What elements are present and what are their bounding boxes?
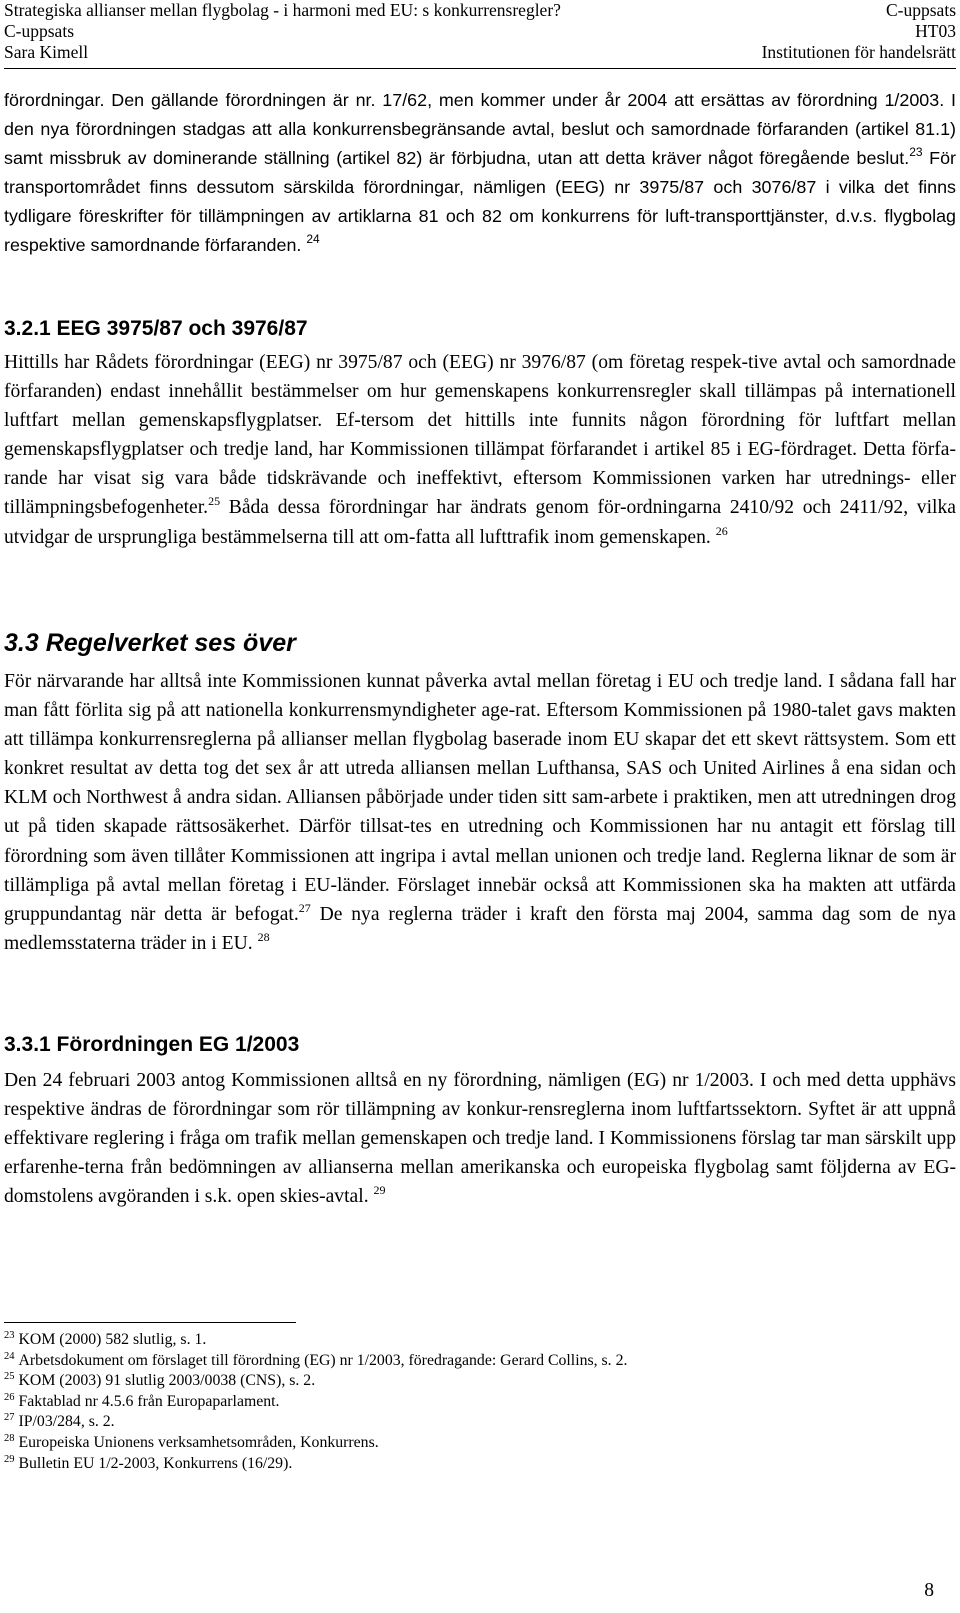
footnote bbox=[4, 1433, 944, 1454]
footnote-ref-23[interactable]: 23 bbox=[909, 145, 923, 160]
paragraph-text: Den 24 februari 2003 antog Kommissionen alltså en ny förordning, nämligen (EG) nr 1/2003. I och med detta upphävs respektive ändras de förordningar som rör tillämpning av konkur-rensreglerna inom luftfartssektorn. Syftet är att uppnå effektivare reglering i fråga om trafik mellan gemenskapen och tredje land. I Kommissionens förslag tar man särskilt upp erfarenhe-terna från bedömningen av allianserna mellan amerikanska och europeiska flygbolag samt följderna av EG-domstolens avgöranden i s.k. open skies-avtal. bbox=[4, 1070, 956, 1208]
heading-3-3: 3.3 Regelverket ses över bbox=[4, 629, 296, 657]
footnote-ref-26[interactable]: 26 bbox=[715, 523, 728, 538]
paragraph-intro bbox=[4, 86, 956, 261]
footnote-ref-25[interactable]: 25 bbox=[208, 494, 221, 509]
footnote bbox=[4, 1412, 944, 1433]
footnote-text: KOM (2003) 91 slutlig 2003/0038 (CNS), s. 2. bbox=[18, 1372, 316, 1390]
paragraph-regelverket bbox=[4, 667, 956, 958]
footnote-ref-29[interactable]: 29 bbox=[373, 1183, 386, 1198]
footnote-number: 23 bbox=[4, 1330, 15, 1341]
paragraph-eg-1-2003 bbox=[4, 1066, 956, 1211]
footnote-text: Europeiska Unionens verksamhetsområden, Konkurrens. bbox=[18, 1433, 379, 1451]
footnote-number: 29 bbox=[4, 1453, 15, 1465]
footnote-number: 24 bbox=[4, 1350, 15, 1362]
paragraph-text: förordningar. Den gällande förordningen är nr. 17/62, men kommer under år 2004 att ersättas av förordning 1/2003. I den nya förordningen stadgas att alla konkurrensbegränsande avtal, beslut och samordnade förfaranden (artikel 81.1) samt missbruk av dominerande ställning (artikel 82) är förbjudna, utan att detta kräver något föregående beslut. bbox=[4, 90, 956, 169]
paragraph-eeg bbox=[4, 348, 956, 552]
footnote-number: 25 bbox=[4, 1371, 15, 1383]
footnote-number: 26 bbox=[4, 1391, 15, 1403]
footnote bbox=[4, 1330, 944, 1351]
footnote-separator bbox=[4, 1322, 296, 1323]
footnote-text: IP/03/284, s. 2. bbox=[18, 1413, 115, 1431]
footnote-text: KOM (2000) 582 slutlig, s. 1. bbox=[18, 1331, 207, 1348]
header-rule bbox=[4, 68, 956, 69]
heading-3-3-1: 3.3.1 Förordningen EG 1/2003 bbox=[4, 1033, 300, 1056]
footnote bbox=[4, 1392, 944, 1413]
footnote-ref-27[interactable]: 27 bbox=[298, 900, 311, 915]
header-term: HT03 bbox=[915, 21, 956, 41]
footnote bbox=[4, 1454, 944, 1475]
paragraph-text: För transportområdet finns dessutom särskilda förordningar, nämligen (EEG) nr 3975/87 och 3076/87 i vilka det finns tydligare föreskrifter för tillämpningen av artiklarna 81 och 82 om konkurrens för luft-transporttjänster, d.v.s. flygbolag respektive samordnande förfaranden. bbox=[4, 148, 956, 256]
page-number: 8 bbox=[924, 1580, 934, 1601]
footnotes bbox=[4, 1330, 944, 1474]
footnote bbox=[4, 1371, 944, 1392]
header-institution: Institutionen för handelsrätt bbox=[761, 42, 956, 62]
paragraph-text: För närvarande har alltså inte Kommissionen kunnat påverka avtal mellan företag i EU och tredje land. I sådana fall har man fått förlita sig på att nationella konkurrensmyndigheter age-rat. Eftersom Kommissionen på 1980-talet gavs makten att tillämpa konkurrensreglerna på allianser mellan flygbolag baserade inom EU skapar det ett skevt rättsystem. Som ett konkret resultat av detta tog det sex år att utreda alliansen mellan Lufthansa, SAS och United Airlines å ena sidan och KLM och Northwest å andra sidan. Alliansen påbörjade under tiden sitt sam-arbete i praktiken, men att utredningen drog ut på tiden skapade rättsosäkerhet. Därför tillsat-tes en utredning och Kommissionen har nu antagit ett förslag till förordning som även tillåter Kommissionen att ingripa i avtal mellan unionen och tredje land. Reglerna liknar de som är tillämpliga på avtal mellan företag i EU-länder. Förslaget innebär också att Kommissionen ska ha makten att utfärda gruppundantag när detta är befogat. bbox=[4, 671, 956, 925]
footnote-text: Bulletin EU 1/2-2003, Konkurrens (16/29). bbox=[18, 1454, 293, 1472]
paragraph-text: De nya reglerna träder i kraft den första maj 2004, samma dag som de nya medlemsstaterna träder in i EU. bbox=[4, 903, 956, 954]
page-header bbox=[4, 0, 956, 63]
paragraph-text: Båda dessa förordningar har ändrats genom för-ordningarna 2410/92 och 2411/92, vilka utvidgar de ursprungliga bestämmelserna till att om-fatta all lufttrafik inom gemenskapen. bbox=[4, 497, 956, 548]
footnote-ref-28[interactable]: 28 bbox=[257, 929, 270, 944]
header-author: Sara Kimell bbox=[4, 42, 89, 62]
footnote-text: Arbetsdokument om förslaget till förordning (EG) nr 1/2003, föredragande: Gerard Collins, s. 2. bbox=[18, 1351, 628, 1369]
header-type-left: C-uppsats bbox=[4, 21, 74, 41]
footnote-number: 27 bbox=[4, 1412, 15, 1424]
paragraph-text: Hittills har Rådets förordningar (EEG) nr 3975/87 och (EEG) nr 3976/87 (om företag respek-tive avtal och samordnade förfaranden) endast innehållit bestämmelser om hur gemenskapens konkurrensregler skall tillämpas på internationell luftfart mellan gemenskapsflygplatser. Ef-tersom det hittills inte funnits någon förordning för luftfart mellan gemenskapsflygplatser och tredje land, har Kommissionen tillämpat förfarandet i artikel 85 i EG-fördraget. Detta förfa-rande har visat sig vara både tidskrävande och ineffektivt, eftersom Kommissionen varken har utrednings- eller tillämpningsbefogenheter. bbox=[4, 352, 956, 519]
footnote-number: 28 bbox=[4, 1432, 15, 1444]
footnote-ref-24[interactable]: 24 bbox=[306, 232, 320, 247]
footnote bbox=[4, 1351, 944, 1372]
header-type: C-uppsats bbox=[886, 0, 956, 20]
header-title: Strategiska allianser mellan flygbolag - i harmoni med EU: s konkurrensregler? bbox=[4, 0, 561, 20]
heading-3-2-1: 3.2.1 EEG 3975/87 och 3976/87 bbox=[4, 317, 308, 340]
footnote-text: Faktablad nr 4.5.6 från Europaparlament. bbox=[18, 1392, 280, 1410]
